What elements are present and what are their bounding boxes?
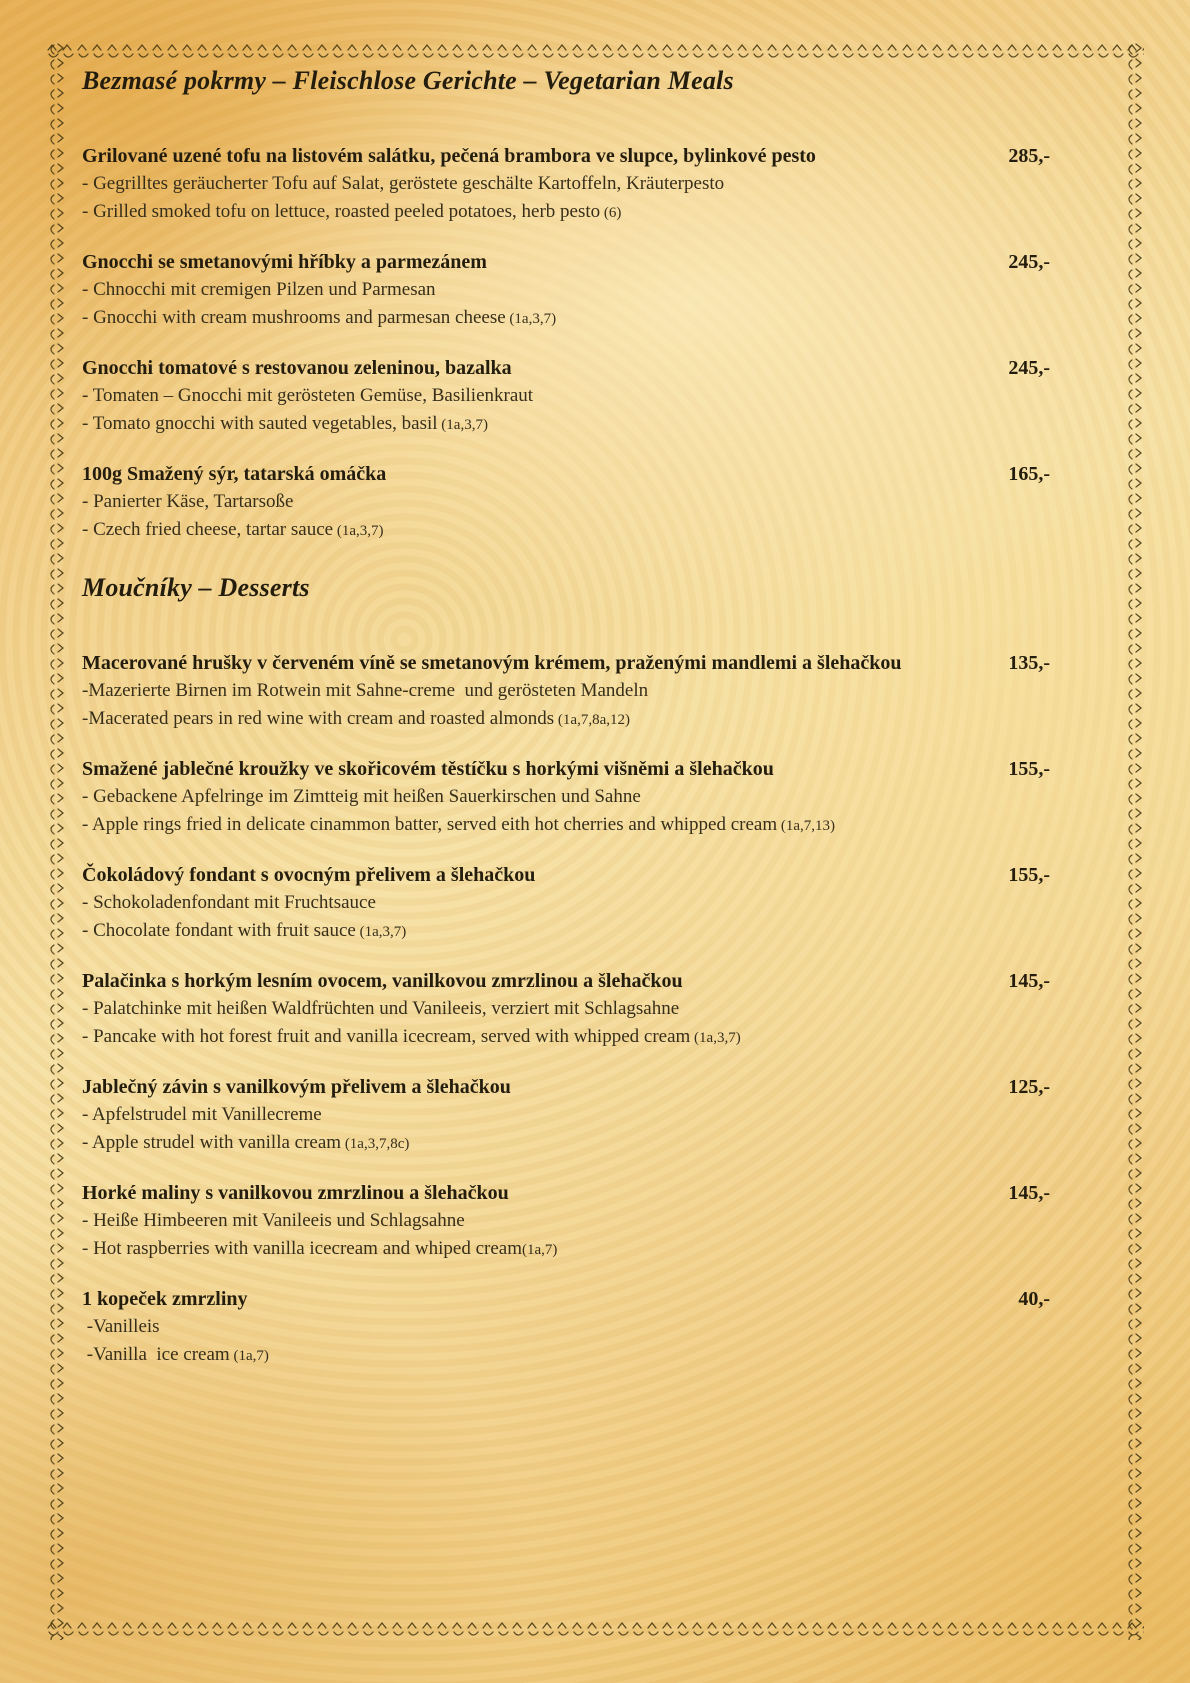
item-price: 145,-	[1008, 970, 1050, 992]
menu-item	[82, 967, 1050, 1052]
item-description-german: - Tomaten – Gnocchi mit gerösteten Gemüse, Basilienkraut	[82, 385, 534, 406]
item-description-english	[82, 811, 1050, 840]
menu-item	[82, 1285, 1050, 1370]
item-description-english	[82, 1235, 1050, 1264]
item-name: Horké maliny s vanilkovou zmrzlinou a šlehačkou	[82, 1182, 509, 1204]
item-price: 155,-	[1008, 864, 1050, 886]
item-description-english	[82, 705, 1050, 734]
item-allergens: (1a,3,7)	[355, 924, 407, 940]
item-description-german: - Panierter Käse, Tartarsoße	[82, 491, 294, 512]
menu-content	[82, 64, 1050, 1623]
item-description-german: -Vanilleis	[82, 1316, 160, 1337]
item-price: 125,-	[1008, 1076, 1050, 1098]
item-name: Gnocchi tomatové s restovanou zeleninou, bazalka	[82, 357, 512, 379]
item-description-german: - Gegrilltes geräucherter Tofu auf Salat, geröstete geschälte Kartoffeln, Kräuterpesto	[82, 173, 725, 194]
item-allergens: (1a,3,7,8c)	[341, 1136, 410, 1152]
item-price: 145,-	[1008, 1182, 1050, 1204]
item-title-row	[82, 649, 1050, 677]
item-title-row	[82, 142, 1050, 170]
stitched-border-bottom	[46, 1620, 1144, 1640]
item-name: Grilované uzené tofu na listovém salátku, pečená brambora ve slupce, bylinkové pesto	[82, 145, 816, 167]
stitched-border-left	[46, 42, 66, 1640]
item-price: 245,-	[1008, 357, 1050, 379]
item-description-german: -Mazerierte Birnen im Rotwein mit Sahne-creme und gerösteten Mandeln	[82, 680, 649, 701]
item-description-german: - Palatchinke mit heißen Waldfrüchten und Vanileeis, verziert mit Schlagsahne	[82, 998, 680, 1019]
item-description-english-text: - Tomato gnocchi with sauted vegetables, basil	[82, 413, 438, 434]
menu-item	[82, 1073, 1050, 1158]
item-description-english-text: -Vanilla ice cream	[82, 1344, 230, 1365]
menu-section	[82, 64, 1050, 545]
item-name: Čokoládový fondant s ovocným přelivem a šlehačkou	[82, 864, 536, 886]
item-title-row	[82, 1285, 1050, 1313]
section-items	[82, 142, 1050, 545]
item-description-german: - Gebackene Apfelringe im Zimtteig mit heißen Sauerkirschen und Sahne	[82, 786, 641, 807]
item-allergens: (1a,3,7)	[690, 1030, 741, 1046]
item-description-english	[82, 516, 1050, 545]
item-title-row	[82, 967, 1050, 995]
item-description-german: - Heiße Himbeeren mit Vanileeis und Schlagsahne	[82, 1210, 465, 1231]
item-description-english-text: - Pancake with hot forest fruit and vanilla icecream, served with whipped cream	[82, 1026, 691, 1047]
menu-section	[82, 571, 1050, 1370]
menu-item	[82, 861, 1050, 946]
stitched-border-right	[1124, 42, 1144, 1640]
item-allergens: (6)	[600, 205, 622, 221]
section-title: Bezmasé pokrmy – Fleischlose Gerichte – Vegetarian Meals	[82, 66, 734, 95]
item-title-row	[82, 755, 1050, 783]
item-description-english-text: -Macerated pears in red wine with cream and roasted almonds	[82, 708, 555, 729]
item-allergens: (1a,7,8a,12)	[554, 712, 630, 728]
item-price: 165,-	[1008, 463, 1050, 485]
item-description-english-text: - Grilled smoked tofu on lettuce, roasted peeled potatoes, herb pesto	[82, 201, 601, 222]
item-price: 285,-	[1008, 145, 1050, 167]
menu-item	[82, 755, 1050, 840]
section-items	[82, 649, 1050, 1370]
item-allergens: (1a,7)	[521, 1242, 558, 1258]
item-title-row	[82, 460, 1050, 488]
menu-item	[82, 248, 1050, 333]
item-description-german: - Chnocchi mit cremigen Pilzen und Parmesan	[82, 279, 436, 300]
stitched-border-top	[46, 42, 1144, 62]
item-title-row	[82, 248, 1050, 276]
item-allergens: (1a,7)	[229, 1348, 269, 1364]
item-name: Smažené jablečné kroužky ve skořicovém těstíčku s horkými višněmi a šlehačkou	[82, 758, 774, 780]
item-name: 1 kopeček zmrzliny	[82, 1288, 248, 1310]
item-description-english	[82, 304, 1050, 333]
menu-item	[82, 354, 1050, 439]
item-description-english	[82, 1341, 1050, 1370]
item-name: Palačinka s horkým lesním ovocem, vanilkovou zmrzlinou a šlehačkou	[82, 970, 683, 992]
item-description-english-text: - Czech fried cheese, tartar sauce	[82, 519, 334, 540]
item-description-english-text: - Apple strudel with vanilla cream	[82, 1132, 342, 1153]
item-allergens: (1a,7,13)	[777, 818, 836, 834]
item-name: Macerované hrušky v červeném víně se smetanovým krémem, praženými mandlemi a šlehačkou	[82, 652, 902, 674]
menu-item	[82, 142, 1050, 227]
item-name: Gnocchi se smetanovými hříbky a parmezánem	[82, 251, 487, 273]
item-description-english	[82, 1023, 1050, 1052]
item-name: Jablečný závin s vanilkovým přelivem a šlehačkou	[82, 1076, 511, 1098]
item-price: 40,-	[1018, 1288, 1050, 1310]
item-description-english	[82, 410, 1050, 439]
item-description-english	[82, 1129, 1050, 1158]
item-name: 100g Smažený sýr, tatarská omáčka	[82, 463, 387, 485]
item-description-english-text: - Chocolate fondant with fruit sauce	[82, 920, 356, 941]
item-allergens: (1a,3,7)	[505, 311, 557, 327]
menu-item	[82, 1179, 1050, 1264]
menu-item	[82, 460, 1050, 545]
item-description-english	[82, 917, 1050, 946]
item-description-german: - Schokoladenfondant mit Fruchtsauce	[82, 892, 376, 913]
item-description-english-text: - Hot raspberries with vanilla icecream and whiped cream	[82, 1238, 522, 1259]
item-description-german: - Apfelstrudel mit Vanillecreme	[82, 1104, 322, 1125]
item-description-english	[82, 198, 1050, 227]
item-price: 245,-	[1008, 251, 1050, 273]
item-allergens: (1a,3,7)	[333, 523, 384, 539]
section-title: Moučníky – Desserts	[82, 573, 310, 602]
item-description-english-text: - Apple rings fried in delicate cinammon batter, served eith hot cherries and whipped cream	[82, 814, 778, 835]
item-title-row	[82, 1179, 1050, 1207]
item-price: 155,-	[1008, 758, 1050, 780]
item-price: 135,-	[1008, 652, 1050, 674]
item-allergens: (1a,3,7)	[437, 417, 488, 433]
item-description-english-text: - Gnocchi with cream mushrooms and parmesan cheese	[82, 307, 506, 328]
item-title-row	[82, 861, 1050, 889]
item-title-row	[82, 1073, 1050, 1101]
menu-item	[82, 649, 1050, 734]
item-title-row	[82, 354, 1050, 382]
